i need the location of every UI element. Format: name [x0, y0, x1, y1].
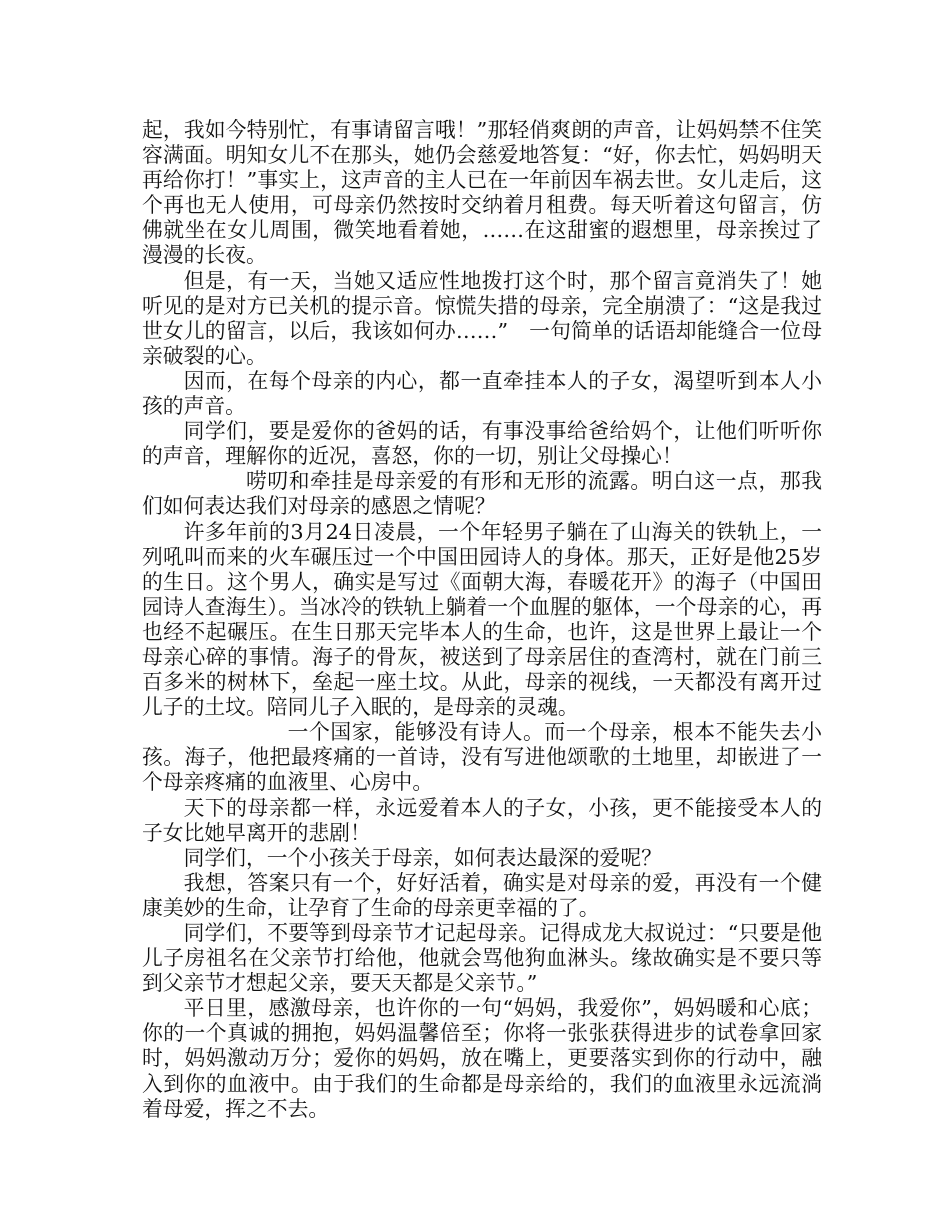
paragraph-9: 同学们，一个小孩关于母亲，如何表达最深的爱呢？ [183, 845, 662, 870]
paragraph-8: 天下的母亲都一样，永远爱着本人的子女，小孩，更不能接受本人的子女比她早离开的悲剧！ [142, 795, 822, 845]
paragraph-11: 同学们，不要等到母亲节才记起母亲。记得成龙大叔说过：“只要是他儿子房祖名在父亲节打给他，他就会骂他狗血淋头。缘故确实是不要只等到父亲节才想起父亲，要天天都是父亲节。” [142, 921, 822, 996]
paragraph-1: 起，我如今特别忙，有事请留言哦！”那轻俏爽朗的声音，让妈妈禁不住笑容满面。明知女儿不在那头，她仍会慈爱地答复：“好，你去忙，妈妈明天再给你打！”事实上，这声音的主人已在一年前因车祸去世。女儿走后，这个再也无人使用，可母亲仍然按时交纳着月租费。每天听着这句留言，仿佛就坐在女儿周围，微笑地看着她，……在这甜蜜的遐想里，母亲挨过了漫漫的长夜。 [142, 118, 822, 268]
paragraph-5: 唠叨和牵挂是母亲爱的有形和无形的流露。明白这一点，那我们如何表达我们对母亲的感恩之情呢？ [142, 469, 822, 519]
paragraph-4: 同学们，要是爱你的爸妈的话，有事没事给爸给妈个，让他们听听你的声音，理解你的近况，喜怒，你的一切，别让父母操心！ [142, 419, 822, 469]
paragraph-12: 平日里，感激母亲，也许你的一句“妈妈，我爱你”，妈妈暖和心底；你的一个真诚的拥抱，妈妈温馨倍至；你将一张张获得进步的试卷拿回家时，妈妈激动万分；爱你的妈妈，放在嘴上，更要落实到你的行动中，融入到你的血液中。由于我们的生命都是母亲给的，我们的血液里永远流淌着母爱，挥之不去。 [142, 996, 822, 1121]
paragraph-6: 许多年前的3月24日凌晨，一个年轻男子躺在了山海关的铁轨上，一列吼叫而来的火车碾压过一个中国田园诗人的身体。那天，正好是他25岁的生日。这个男人，确实是写过《面朝大海，春暖花开》的海子（中国田园诗人查海生）。当冰冷的铁轨上躺着一个血腥的躯体，一个母亲的心，再也经不起碾压。在生日那天完毕本人的生命，也许，这是世界上最让一个母亲心碎的事情。海子的骨灰，被送到了母亲居住的查湾村，就在门前三百多米的树林下，垒起一座土坟。从此，母亲的视线，一天都没有离开过儿子的土坟。陪同儿子入眠的，是母亲的灵魂。 [142, 519, 822, 720]
paragraph-7: 一个国家，能够没有诗人。而一个母亲，根本不能失去小孩。海子，他把最疼痛的一首诗，没有写进他颂歌的土地里，却嵌进了一个母亲疼痛的血液里、心房中。 [142, 720, 822, 795]
paragraph-10: 我想，答案只有一个，好好活着，确实是对母亲的爱，再没有一个健康美妙的生命，让孕育了生命的母亲更幸福的了。 [142, 870, 822, 920]
paragraph-3: 因而，在每个母亲的内心，都一直牵挂本人的子女，渴望听到本人小孩的声音。 [142, 368, 822, 419]
article-body [142, 118, 822, 1122]
paragraph-2: 但是，有一天，当她又适应性地拨打这个时，那个留言竟消失了！她听见的是对方已关机的提示音。惊慌失措的母亲，完全崩溃了：“这是我过世女儿的留言，以后，我该如何办……” 一句简单的话语却能缝合一位母亲破裂的心。 [142, 268, 822, 368]
